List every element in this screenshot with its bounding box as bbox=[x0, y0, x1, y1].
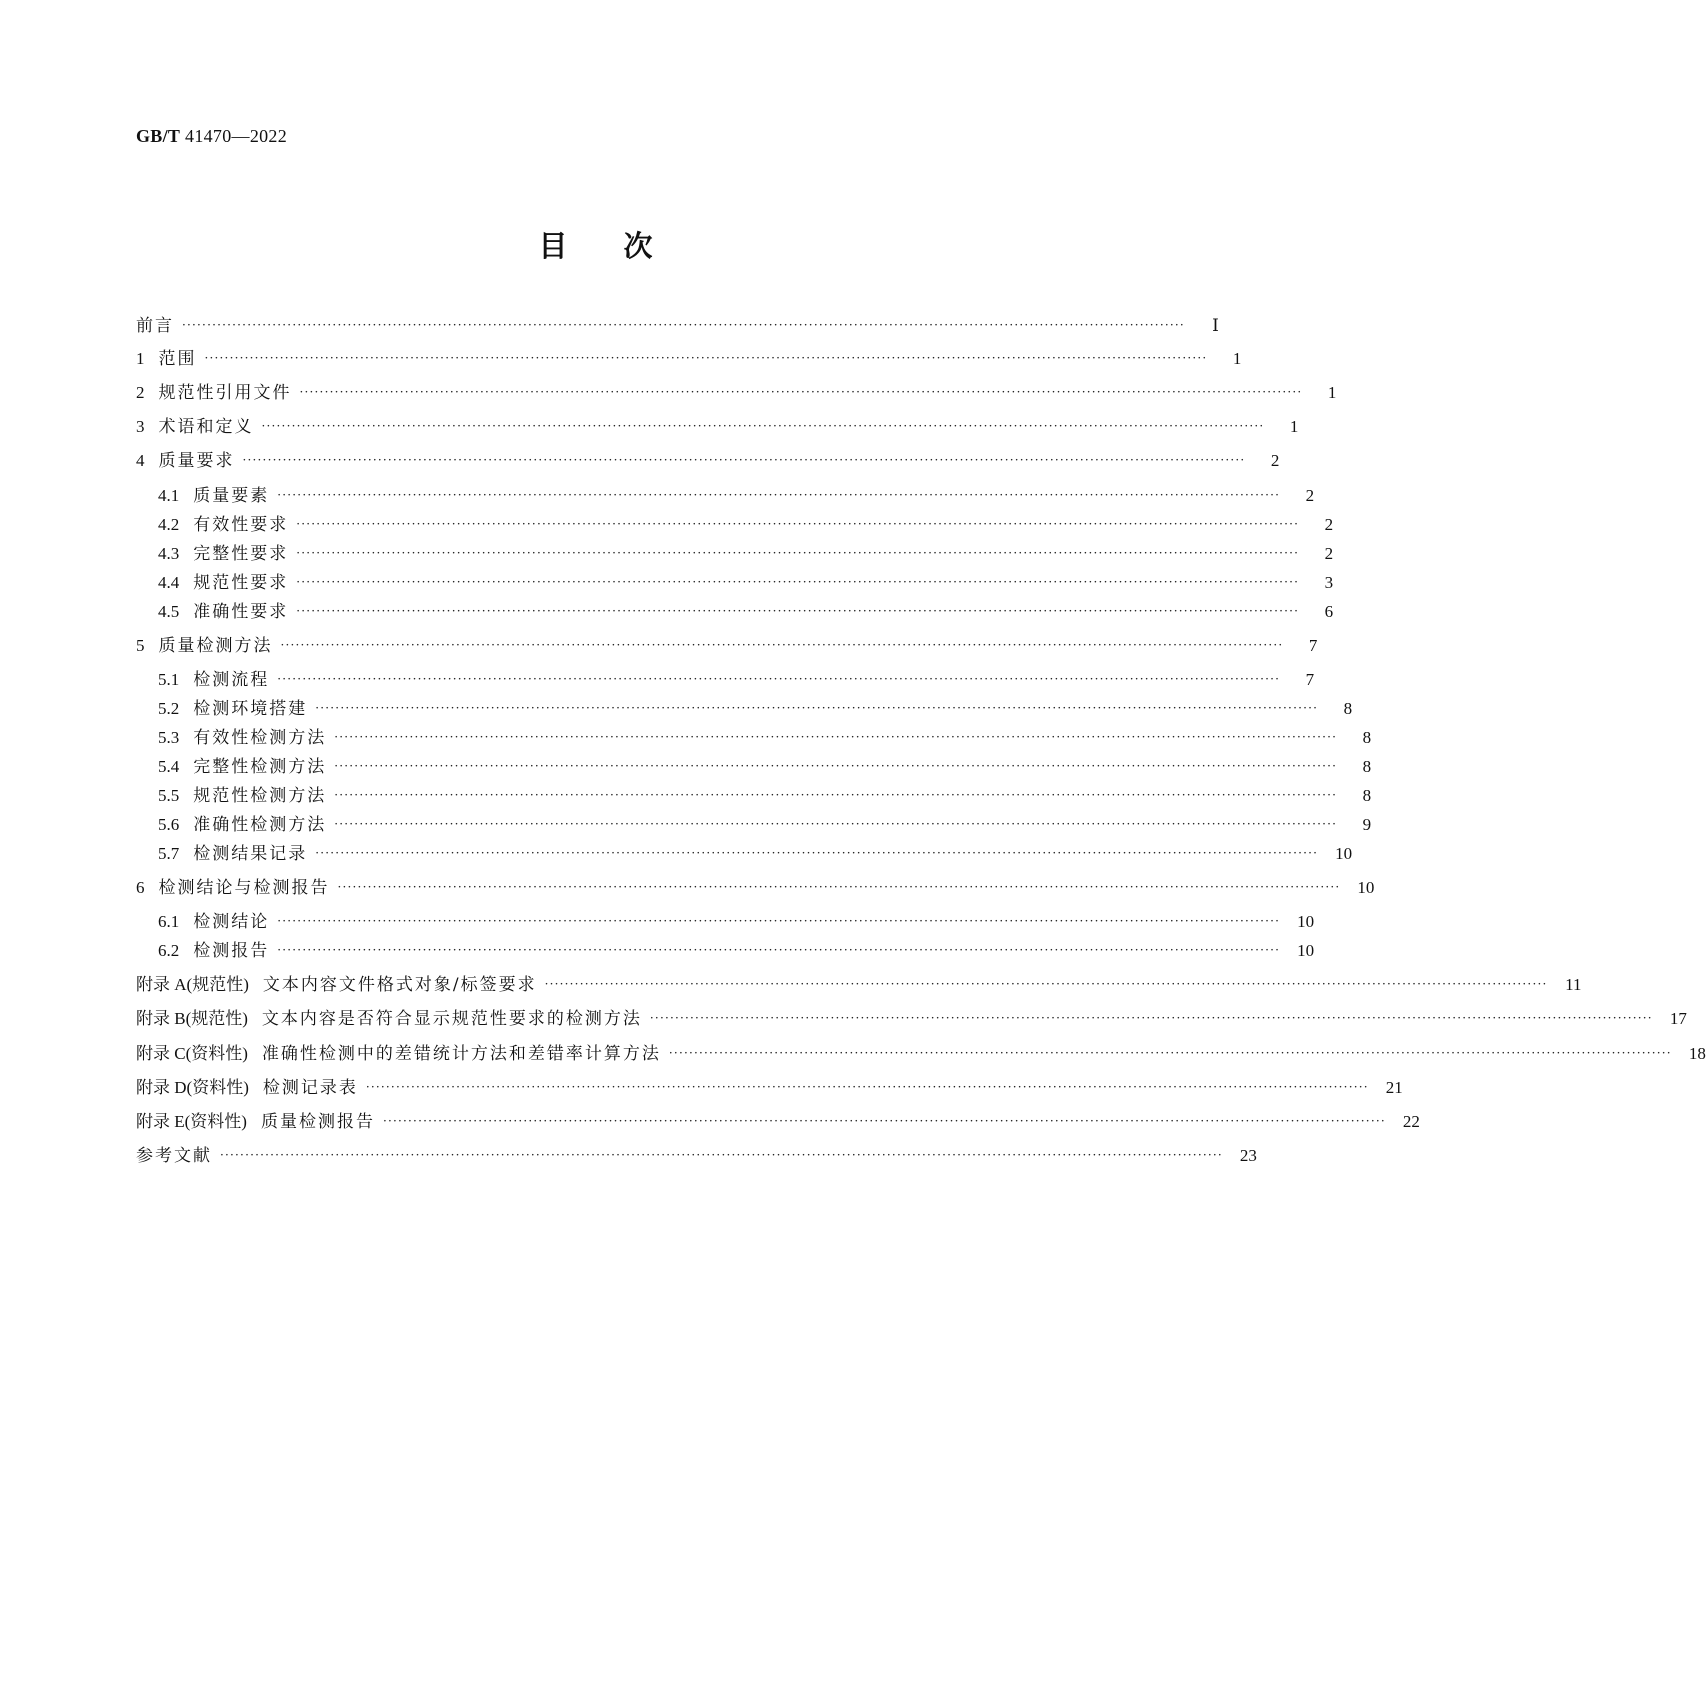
toc-entry-number: 3 bbox=[136, 417, 145, 436]
toc-entry-page: 2 bbox=[1305, 486, 1315, 505]
toc-leader-dots: ········································································································································································································ bbox=[296, 546, 1300, 560]
toc-entry-page: 22 bbox=[1402, 1112, 1420, 1131]
toc-entry-title: 文本内容文件格式对象/标签要求 bbox=[262, 975, 537, 995]
toc-entry[interactable] bbox=[158, 599, 1334, 623]
toc-entry-number: 5.2 bbox=[158, 699, 180, 718]
toc-entry-number: 附录 C(资料性) bbox=[136, 1044, 248, 1063]
toc-entry-label bbox=[136, 1111, 375, 1133]
toc-entry-title: 有效性检测方法 bbox=[193, 728, 327, 748]
toc-entry-page: 2 bbox=[1324, 515, 1334, 534]
toc-entry-page: 8 bbox=[1362, 786, 1372, 805]
toc-entry[interactable] bbox=[158, 667, 1315, 691]
toc-entry-label bbox=[136, 635, 273, 657]
standard-prefix: GB/T bbox=[136, 126, 181, 146]
toc-entry-page: 10 bbox=[1297, 941, 1315, 960]
toc-entry-number: 4.4 bbox=[158, 573, 180, 592]
toc-entry[interactable] bbox=[136, 972, 1582, 996]
toc-entry[interactable] bbox=[136, 346, 1242, 370]
toc-entry-title: 范围 bbox=[158, 349, 197, 369]
toc-entry-page: 1 bbox=[1232, 349, 1242, 368]
toc-leader-dots: ········································································································································································································ bbox=[296, 517, 1300, 531]
toc-leader-dots: ········································································································································································································ bbox=[220, 1148, 1223, 1162]
toc-entry[interactable] bbox=[158, 541, 1334, 565]
toc-entry-page: 10 bbox=[1357, 878, 1375, 897]
toc-entry-number: 4.5 bbox=[158, 602, 180, 621]
toc-leader-dots: ········································································································································································································ bbox=[204, 351, 1208, 365]
toc-entry-number: 1 bbox=[136, 349, 145, 368]
toc-entry-number: 6.1 bbox=[158, 912, 180, 931]
toc-leader-dots: ········································································································································································································ bbox=[337, 880, 1341, 894]
toc-entry-label bbox=[136, 1008, 642, 1030]
standard-code bbox=[136, 126, 287, 147]
standard-number: 41470—2022 bbox=[185, 126, 288, 146]
toc-entry-label bbox=[158, 727, 326, 749]
toc-leader-dots: ········································································································································································································ bbox=[261, 419, 1265, 433]
toc-entry-label bbox=[158, 814, 326, 836]
toc-entry-label bbox=[136, 315, 174, 337]
toc-entry-number: 2 bbox=[136, 383, 145, 402]
toc-entry-label bbox=[158, 698, 307, 720]
toc-entry-page: 8 bbox=[1343, 699, 1353, 718]
toc-entry-number: 5.5 bbox=[158, 786, 180, 805]
toc-entry-number: 4.1 bbox=[158, 486, 180, 505]
toc-leader-dots: ········································································································································································································ bbox=[280, 638, 1284, 652]
toc-entry-number: 4.2 bbox=[158, 515, 180, 534]
toc-entry-page: 23 bbox=[1239, 1146, 1257, 1165]
toc-leader-dots: ········································································································································································································ bbox=[277, 672, 1281, 686]
toc-entry-number: 4.3 bbox=[158, 544, 180, 563]
toc-entry-title: 规范性引用文件 bbox=[158, 383, 292, 403]
toc-entry-title: 规范性检测方法 bbox=[193, 786, 327, 806]
toc-entry-number: 5 bbox=[136, 636, 145, 655]
page-title: 目次 bbox=[538, 229, 709, 263]
toc-entry[interactable] bbox=[158, 725, 1372, 749]
toc-entry-number: 4 bbox=[136, 451, 145, 470]
toc-entry-page: 10 bbox=[1297, 912, 1315, 931]
toc-entry[interactable] bbox=[158, 754, 1372, 778]
toc-entry-label bbox=[158, 843, 307, 865]
toc-entry-number: 5.4 bbox=[158, 757, 180, 776]
toc-leader-dots: ········································································································································································································ bbox=[299, 385, 1303, 399]
toc-entry-page: 18 bbox=[1688, 1044, 1706, 1063]
toc-entry[interactable] bbox=[158, 812, 1372, 836]
toc-entry-label bbox=[158, 572, 288, 594]
toc-entry[interactable] bbox=[158, 512, 1334, 536]
toc-leader-dots: ········································································································································································································ bbox=[334, 817, 1338, 831]
toc-entry[interactable] bbox=[136, 1075, 1403, 1099]
toc-entry-page: 6 bbox=[1324, 602, 1334, 621]
toc-leader-dots: ········································································································································································································ bbox=[242, 453, 1246, 467]
toc-entry-title: 检测环境搭建 bbox=[193, 699, 308, 719]
toc-entry[interactable] bbox=[136, 875, 1375, 899]
toc-leader-dots: ········································································································································································································ bbox=[277, 943, 1281, 957]
toc-entry-label bbox=[158, 514, 288, 536]
toc-leader-dots: ········································································································································································································ bbox=[649, 1011, 1653, 1025]
toc-entry-page: 9 bbox=[1362, 815, 1372, 834]
toc-leader-dots: ········································································································································································································ bbox=[334, 759, 1338, 773]
toc-entry-title: 检测结论与检测报告 bbox=[158, 878, 330, 898]
toc-entry[interactable] bbox=[158, 783, 1372, 807]
toc-leader-dots: ········································································································································································································ bbox=[277, 488, 1281, 502]
toc-entry[interactable] bbox=[136, 313, 1219, 337]
toc-entry-label bbox=[136, 974, 537, 996]
toc-entry[interactable] bbox=[158, 696, 1353, 720]
toc-entry-label bbox=[158, 669, 269, 691]
toc-entry-number: 附录 D(资料性) bbox=[136, 1078, 249, 1097]
toc-entry-title: 质量检测报告 bbox=[260, 1112, 375, 1132]
toc-leader-dots: ········································································································································································································ bbox=[382, 1114, 1386, 1128]
toc-entry[interactable] bbox=[136, 414, 1299, 438]
toc-leader-dots: ········································································································································································································ bbox=[277, 914, 1281, 928]
toc-entry-page: Ⅰ bbox=[1212, 316, 1219, 335]
toc-entry-title: 规范性要求 bbox=[193, 573, 289, 593]
toc-entry[interactable] bbox=[136, 633, 1318, 657]
toc-entry-number: 6 bbox=[136, 878, 145, 897]
toc-entry[interactable] bbox=[158, 909, 1315, 933]
toc-entry[interactable] bbox=[136, 1109, 1420, 1133]
toc-entry-page: 2 bbox=[1270, 451, 1280, 470]
toc-entry-label bbox=[158, 940, 269, 962]
toc-entry-page: 11 bbox=[1565, 975, 1582, 994]
toc-leader-dots: ········································································································································································································ bbox=[296, 604, 1300, 618]
toc-leader-dots: ········································································································································································································ bbox=[365, 1080, 1369, 1094]
toc-entry-page: 3 bbox=[1324, 573, 1334, 592]
toc-entry-label bbox=[158, 756, 326, 778]
toc-entry-title: 术语和定义 bbox=[158, 417, 254, 437]
toc-entry-label bbox=[136, 450, 235, 472]
toc-entry-number: 附录 E(资料性) bbox=[136, 1112, 247, 1131]
toc-entry-title: 参考文献 bbox=[136, 1146, 212, 1166]
toc-entry-title: 检测记录表 bbox=[262, 1078, 358, 1098]
toc-entry-label bbox=[136, 348, 197, 370]
toc-leader-dots: ········································································································································································································ bbox=[544, 977, 1548, 991]
toc-leader-dots: ········································································································································································································ bbox=[334, 788, 1338, 802]
toc-entry-label bbox=[158, 601, 288, 623]
toc-entry-title: 质量要素 bbox=[193, 486, 270, 506]
toc-leader-dots: ········································································································································································································ bbox=[296, 575, 1300, 589]
toc-entry-page: 8 bbox=[1362, 757, 1372, 776]
toc-entry-label bbox=[136, 1077, 358, 1099]
toc-leader-dots: ········································································································································································································ bbox=[334, 730, 1338, 744]
toc-entry-title: 有效性要求 bbox=[193, 515, 289, 535]
toc-entry[interactable] bbox=[136, 448, 1280, 472]
toc-entry[interactable] bbox=[158, 841, 1353, 865]
toc-entry-page: 2 bbox=[1324, 544, 1334, 563]
toc-entry-number: 5.6 bbox=[158, 815, 180, 834]
toc-entry-label bbox=[158, 785, 326, 807]
toc-entry-label bbox=[158, 543, 288, 565]
toc-entry-label bbox=[158, 911, 269, 933]
toc-entry-title: 准确性检测中的差错统计方法和差错率计算方法 bbox=[261, 1044, 661, 1064]
toc-entry-label bbox=[136, 1145, 212, 1167]
toc-entry-title: 准确性检测方法 bbox=[193, 815, 327, 835]
toc-entry-page: 1 bbox=[1327, 383, 1337, 402]
toc-entry-page: 17 bbox=[1669, 1009, 1687, 1028]
toc-entry-number: 附录 A(规范性) bbox=[136, 975, 249, 994]
toc-entry-page: 8 bbox=[1362, 728, 1372, 747]
toc-entry-label bbox=[136, 416, 254, 438]
toc-entry-title: 检测结果记录 bbox=[193, 844, 308, 864]
toc-leader-dots: ········································································································································································································ bbox=[182, 318, 1185, 332]
toc-entry-title: 检测流程 bbox=[193, 670, 270, 690]
toc-entry-page: 1 bbox=[1289, 417, 1299, 436]
toc-entry-number: 附录 B(规范性) bbox=[136, 1009, 248, 1028]
toc-entry-title: 检测结论 bbox=[193, 912, 270, 932]
toc-entry-title: 完整性要求 bbox=[193, 544, 289, 564]
toc-entry-label bbox=[136, 1043, 661, 1065]
toc-entry-page: 7 bbox=[1308, 636, 1318, 655]
toc-entry-title: 完整性检测方法 bbox=[193, 757, 327, 777]
toc-leader-dots: ········································································································································································································ bbox=[668, 1046, 1672, 1060]
toc-entry-page: 7 bbox=[1305, 670, 1315, 689]
toc-leader-dots: ········································································································································································································ bbox=[315, 701, 1319, 715]
toc-entry-title: 检测报告 bbox=[193, 941, 270, 961]
toc-entry[interactable] bbox=[158, 938, 1315, 962]
toc-entry-title: 准确性要求 bbox=[193, 602, 289, 622]
toc-entry-label bbox=[158, 485, 269, 507]
toc-entry[interactable] bbox=[158, 483, 1315, 507]
toc-entry-number: 5.3 bbox=[158, 728, 180, 747]
toc-entry-label bbox=[136, 382, 292, 404]
toc-leader-dots: ········································································································································································································ bbox=[315, 846, 1319, 860]
toc-entry-page: 21 bbox=[1385, 1078, 1403, 1097]
toc-entry-number: 5.1 bbox=[158, 670, 180, 689]
toc-entry-title: 前言 bbox=[136, 316, 174, 336]
toc-entry-label bbox=[136, 877, 330, 899]
toc-entry-number: 5.7 bbox=[158, 844, 180, 863]
toc-entry-title: 文本内容是否符合显示规范性要求的检测方法 bbox=[261, 1009, 642, 1029]
toc-entry-title: 质量要求 bbox=[158, 451, 235, 471]
toc-entry-number: 6.2 bbox=[158, 941, 180, 960]
toc-entry-page: 10 bbox=[1335, 844, 1353, 863]
toc-entry[interactable] bbox=[136, 1006, 1687, 1030]
toc-entry[interactable] bbox=[136, 380, 1337, 404]
toc-entry[interactable] bbox=[136, 1041, 1706, 1065]
toc-entry[interactable] bbox=[158, 570, 1334, 594]
toc-entry[interactable] bbox=[136, 1143, 1257, 1167]
toc-entry-title: 质量检测方法 bbox=[158, 636, 273, 656]
